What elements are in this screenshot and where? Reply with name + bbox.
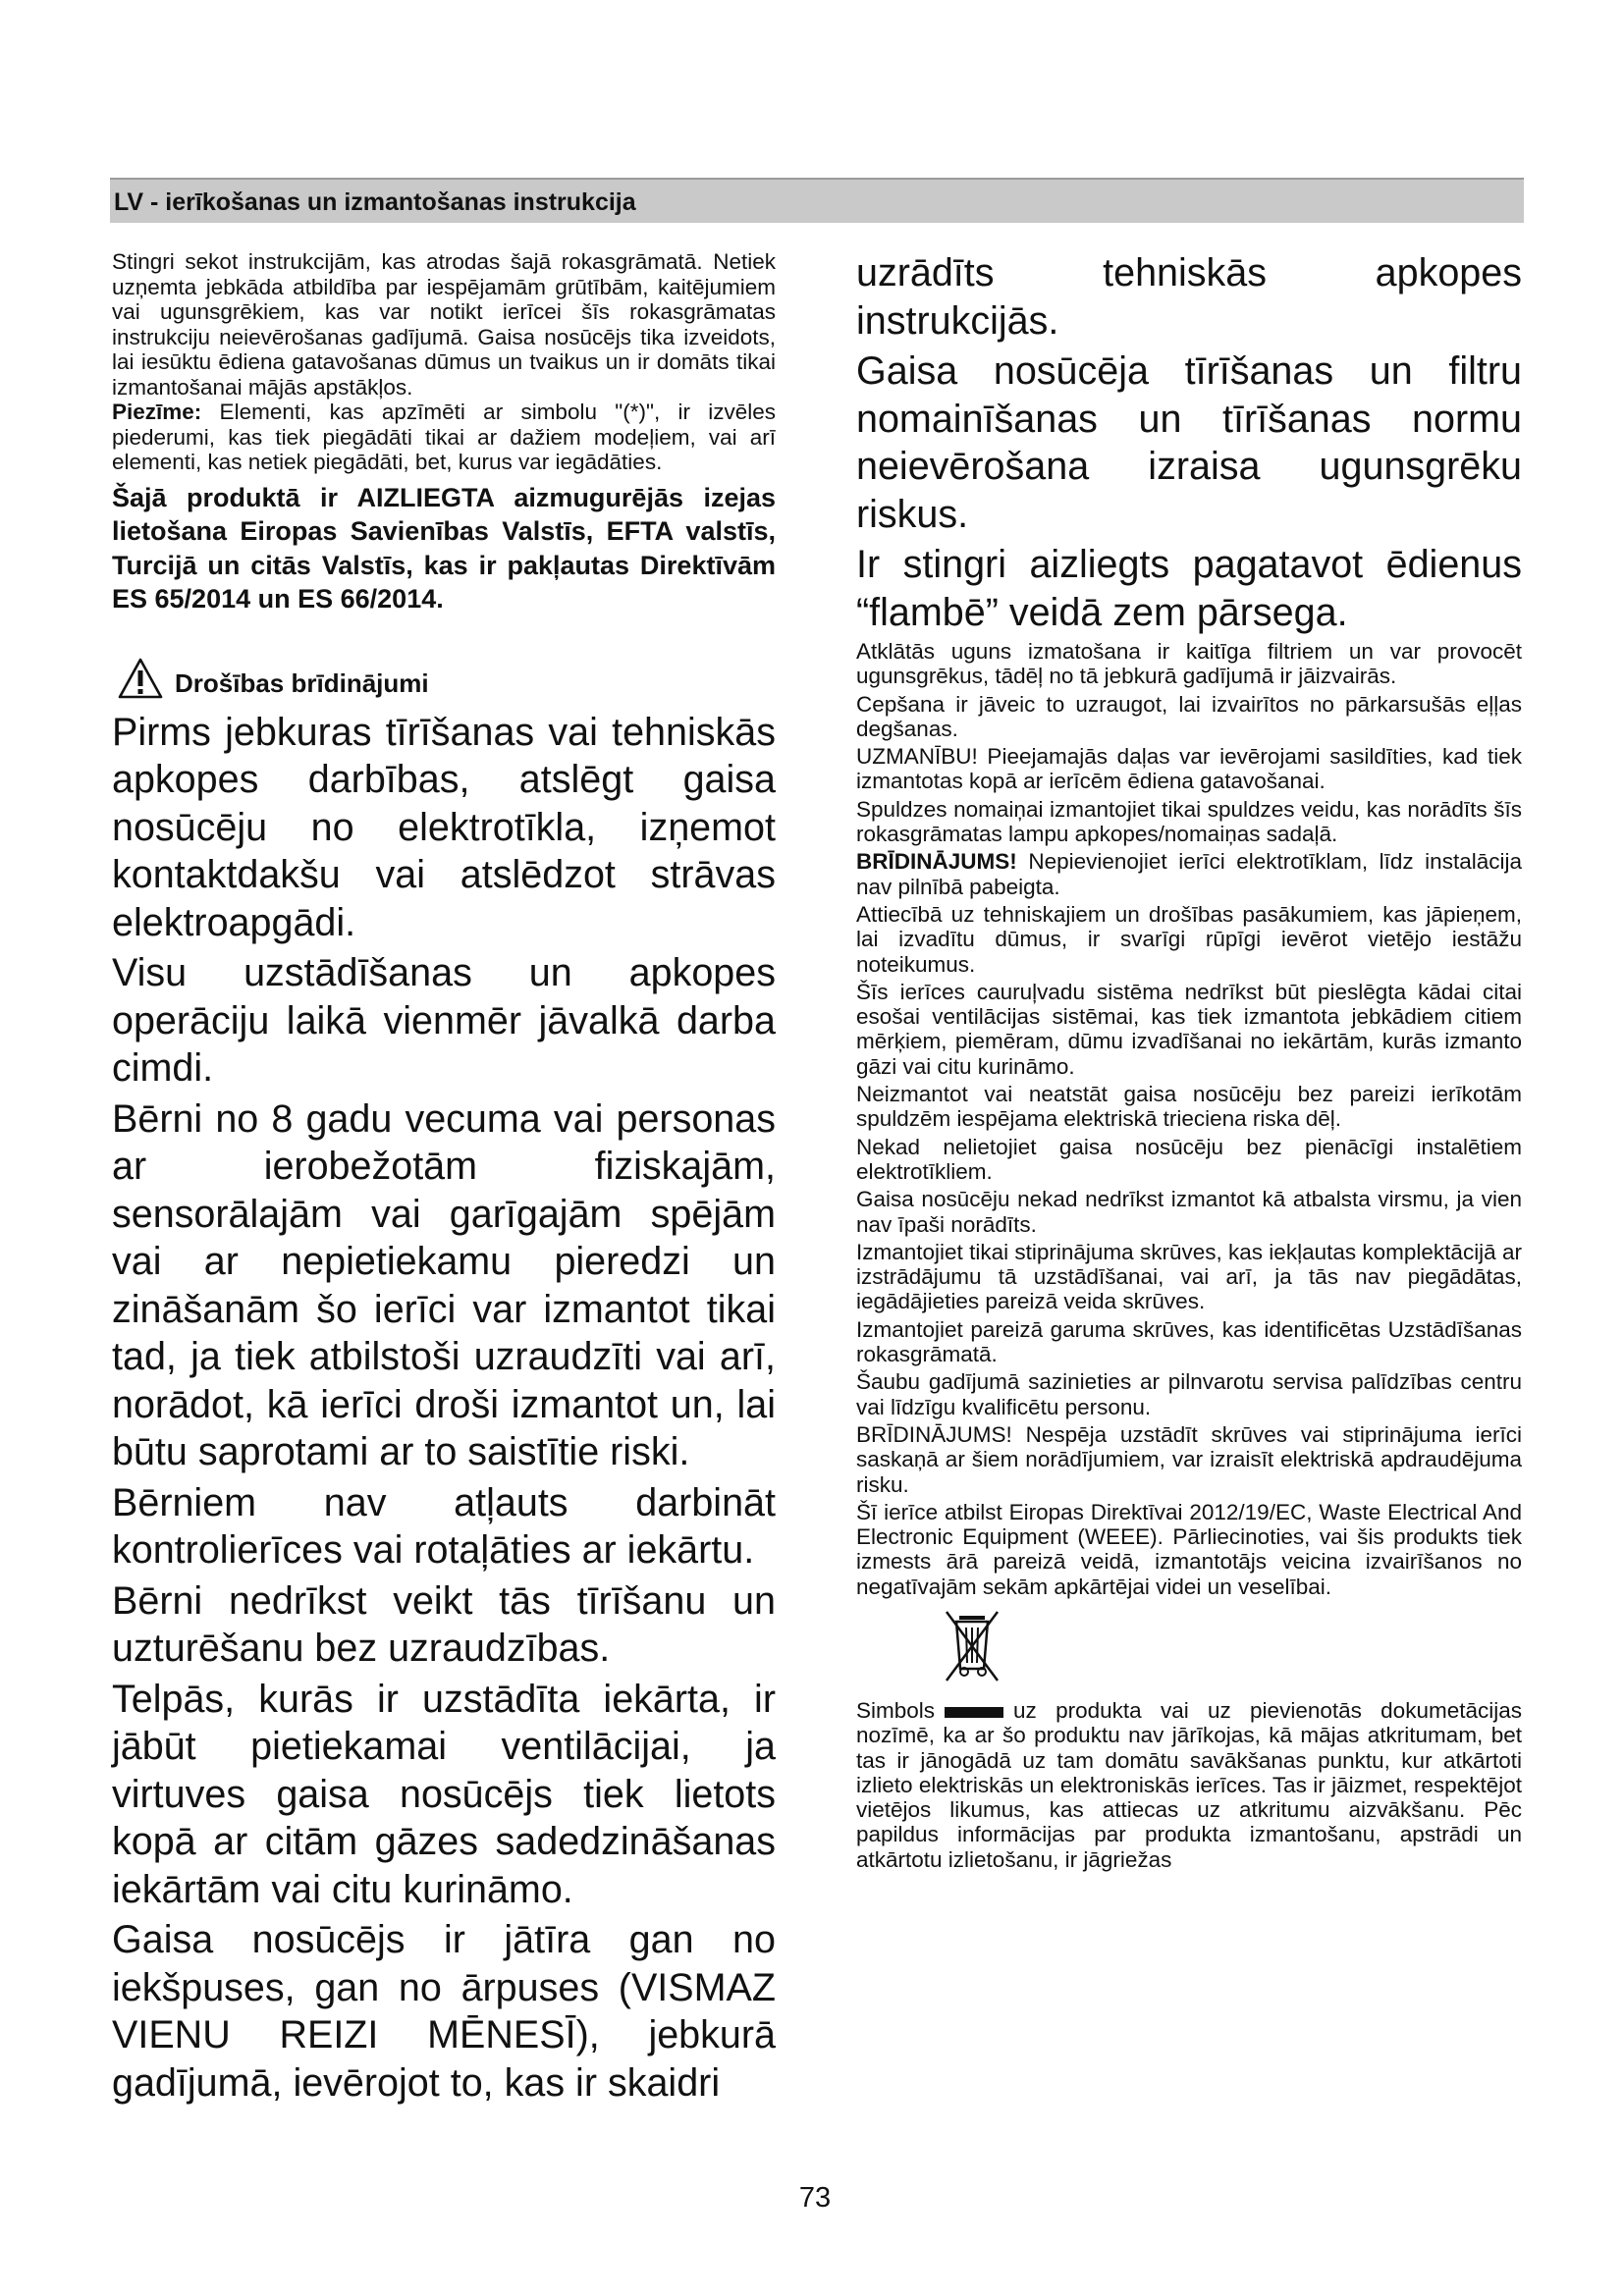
section-title: LV - ierīkošanas un izmantošanas instrukcija bbox=[114, 188, 636, 216]
symbols-paragraph bbox=[856, 1698, 1522, 1872]
note-text: Elementi, kas apzīmēti ar simbolu "(*)", ir izvēles piederumi, kas tiek piegādāti tikai ar dažiem modeļiem, vai arī elementi, kas netiek piegādāti, bet, kurus var iegādāties. bbox=[112, 400, 776, 474]
warning-paragraph: Bērni nedrīkst veikt tās tīrīšanu un uzturēšanu bez uzraudzības. bbox=[112, 1578, 776, 1670]
warning-paragraph: Gaisa nosūcējs ir jātīra gan no iekšpuses, gan no ārpuses (VISMAZ VIENU REIZI MĒNESĪ), jebkurā gadījumā, ievērojot to, kas ir skaidri bbox=[112, 1918, 776, 2105]
weee-symbol-area bbox=[856, 1602, 1522, 1698]
page-number: 73 bbox=[798, 2182, 832, 2214]
symbols-label: Simbols bbox=[856, 1697, 936, 1723]
warning-paragraph: Ir stingri aizliegts pagatavot ēdienus “flambē” veidā zem pārsega. bbox=[856, 543, 1522, 634]
safety-paragraph: Spuldzes nomaiņai izmantojiet tikai spuldzes veidu, kas norādīts šīs rokasgrāmatas lampu apkopes/nomaiņas sadaļā. bbox=[856, 796, 1522, 847]
warning-paragraph: Bērniem nav atļauts darbināt kontrolierīces vai rotaļāties ar iekārtu. bbox=[112, 1480, 776, 1572]
safety-paragraph: Šīs ierīces cauruļvadu sistēma nedrīkst būt pieslēgta kādai citai esošai ventilācijas sistēmai, kas tiek izmantota jebkādiem citiem mērķiem, piemēram, dūmu izvadīšanai no iekārtām, kurās izmanto gāzi vai citu kurināmo. bbox=[856, 979, 1522, 1079]
warning-paragraph: Visu uzstādīšanas un apkopes operāciju laikā vienmēr jāvalkā darba cimdi. bbox=[112, 951, 776, 1090]
safety-paragraph: Atklātās uguns izmatošana ir kaitīga filtriem un var provocēt ugunsgrēkus, tādēļ no tā jebkurā gadījumā ir jāizvairās. bbox=[856, 639, 1522, 689]
safety-paragraph: Nekad nelietojiet gaisa nosūcēju bez pienācīgi instalētiem elektrotīkliem. bbox=[856, 1134, 1522, 1184]
warnings-title: Drošības brīdinājumi bbox=[175, 668, 429, 698]
safety-paragraph: Šaubu gadījumā sazinieties ar pilnvarotu servisa palīdzības centru vai līdzīgu kvalificētu personu. bbox=[856, 1369, 1522, 1419]
warning-text: Nepievienojiet ierīci elektrotīklam, līdz instalācija nav pilnībā pabeigta. bbox=[856, 849, 1522, 899]
crossed-bin-icon bbox=[943, 1610, 1001, 1686]
safety-paragraph: Cepšana ir jāveic to uzraugot, lai izvairītos no pārkarsušās eļļas degšanas. bbox=[856, 691, 1522, 741]
warning-paragraph: uzrādīts tehniskās apkopes instrukcijās. bbox=[856, 251, 1522, 343]
safety-paragraph: Gaisa nosūcēju nekad nedrīkst izmantot kā atbalsta virsmu, ja vien nav īpaši norādīts. bbox=[856, 1187, 1522, 1237]
warning-paragraph: Pirms jebkuras tīrīšanas vai tehniskās apkopes darbības, atslēgt gaisa nosūcēju no elektrotīkla, izņemot kontaktdakšu vai atslēdzot strāvas elektroapgādi. bbox=[112, 710, 776, 944]
note-label: Piezīme: bbox=[112, 400, 202, 424]
warning-paragraph: Telpās, kurās ir uzstādīta iekārta, ir jābūt pietiekamai ventilācijai, ja virtuves gaisa nosūcējs tiek lietots kopā ar citām gāzes sadedzināšanas iekārtām vai citu kurināmo. bbox=[112, 1677, 776, 1911]
safety-paragraph: Izmantojiet tikai stiprinājuma skrūves, kas iekļautas komplektācijā ar izstrādājumu tā uzstādīšanai, vai arī, ja tās nav piegādātas, iegādājieties pareizā veida skrūves. bbox=[856, 1239, 1522, 1314]
safety-paragraph: Izmantojiet pareizā garuma skrūves, kas identificētas Uzstādīšanas rokasgrāmatā. bbox=[856, 1316, 1522, 1367]
section-header-bar bbox=[110, 178, 1524, 223]
warning-label: BRĪDINĀJUMS! bbox=[856, 849, 1017, 875]
warning-triangle-icon bbox=[118, 658, 163, 699]
black-bar-icon bbox=[945, 1707, 1003, 1718]
prohibition-paragraph: Šajā produktā ir AIZLIEGTA aizmugurējās izejas lietošana Eiropas Savienības Valstīs, EFTA valstīs, Turcijā un citās Valstīs, kas ir pakļautas Direktīvām ES 65/2014 un ES 66/2014. bbox=[112, 482, 776, 614]
warning-paragraph: Gaisa nosūcēja tīrīšanas un filtru nomainīšanas un tīrīšanas normu neievērošana izraisa ugunsgrēku riskus. bbox=[856, 349, 1522, 536]
safety-paragraph: Neizmantot vai neatstāt gaisa nosūcēju bez pareizi ierīkotām spuldzēm iespējama elektriskā trieciena riska dēļ. bbox=[856, 1082, 1522, 1132]
note-paragraph bbox=[112, 400, 776, 475]
safety-paragraph: UZMANĪBU! Pieejamajās daļas var ievērojami sasildīties, kad tiek izmantotas kopā ar ierīcēm ēdiena gatavošanai. bbox=[856, 744, 1522, 794]
symbols-text: uz produkta vai uz pievienotās dokumetācijas nozīmē, ka ar šo produktu nav jārīkojas, kā mājas atkritumam, bet tas ir jānogādā uz tam domātu savākšanas punktu, kur atkārtoti izlieto elektriskās un elektroniskās ierīces. Tas ir jāizmet, respektējot vietējos likumus, kas attiecas uz atkritumu aizvākšanu. Pēc papildus informācijas par produkta izmantošanu, apstrādi un atkārtotu izlietošanu, ir jāgriežas bbox=[856, 1697, 1522, 1872]
intro-paragraph: Stingri sekot instrukcijām, kas atrodas šajā rokasgrāmatā. Netiek uzņemta jebkāda atbildība par iespējamām grūtībām, kaitējumiem vai ugunsgrēkiem, kas var notikt ierīcei šīs rokasgrāmatas instrukciju neievērošanas gadījumā. Gaisa nosūcējs tika izveidots, lai iesūktu ēdiena gatavošanas dūmus un tvaikus un ir domāts tikai izmantošanai mājās apstākļos. bbox=[112, 249, 776, 400]
weee-paragraph: Šī ierīce atbilst Eiropas Direktīvai 2012/19/EC, Waste Electrical And Electronic Equipment (WEEE). Pārliecinoties, vai šis produkts tiek izmests ārā pareizā veidā, izmantotājs veicina izvairīšanos no negatīvajām sekām apkārtējai videi un veselībai. bbox=[856, 1499, 1522, 1599]
safety-paragraph bbox=[856, 849, 1522, 899]
right-column bbox=[856, 249, 1522, 1875]
safety-paragraph: Attiecībā uz tehniskajiem un drošības pasākumiem, kas jāpieņem, lai izvadītu dūmus, ir svarīgi rūpīgi ievērot vietējo iestāžu noteikumus. bbox=[856, 901, 1522, 977]
safety-paragraph: BRĪDINĀJUMS! Nespēja uzstādīt skrūves vai stiprinājuma ierīci saskaņā ar šiem norādījumiem, var izraisīt elektriskā apdraudējuma risku. bbox=[856, 1421, 1522, 1497]
left-column bbox=[112, 249, 776, 2109]
warning-paragraph: Bērni no 8 gadu vecuma vai personas ar ierobežotām fiziskajām, sensorālajām vai garīgajām spējām vai ar nepietiekamu pieredzi un zināšanām šo ierīci var izmantot tikai tad, ja tiek atbilstoši uzraudzīti vai arī, norādot, kā ierīci droši izmantot un, lai būtu saprotami ar to saistītie riski. bbox=[112, 1096, 776, 1473]
warnings-heading bbox=[112, 656, 776, 701]
